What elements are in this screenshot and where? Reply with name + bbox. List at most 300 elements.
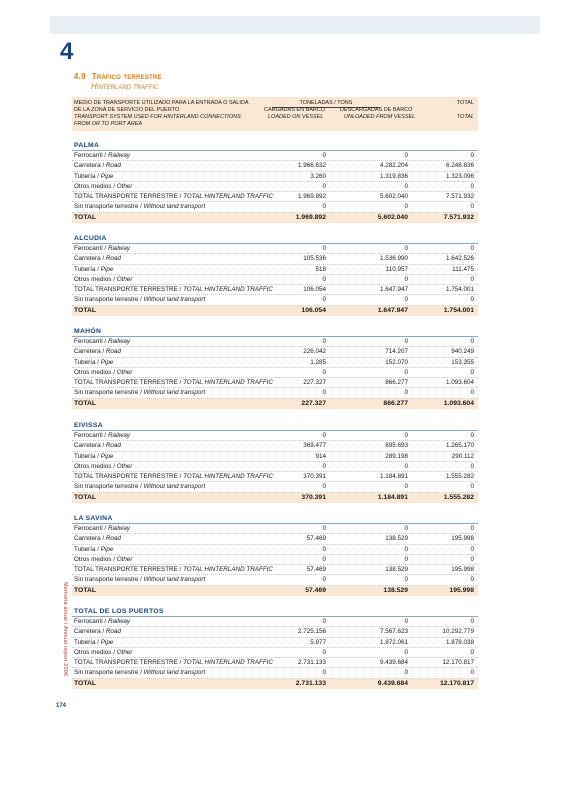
row-label-en: Without land transport <box>143 389 206 397</box>
table-row <box>72 452 478 462</box>
table-row <box>72 265 478 275</box>
row-label-es: Tubería / <box>74 452 99 460</box>
unloaded-cell: 0 <box>404 275 408 283</box>
row-label <box>74 172 113 182</box>
port-block <box>72 606 478 689</box>
col0-en-1: TRANSPORT SYSTEM USED FOR HINTERLAND CONNECTIONS <box>74 114 241 120</box>
row-label-es: Sin transporte terrestre / <box>74 576 142 584</box>
unloaded-cell: 138.529 <box>385 566 408 574</box>
total-row <box>72 213 478 223</box>
unloaded-cell: 895.693 <box>385 442 408 450</box>
total-cell: 1.323.096 <box>445 172 474 180</box>
row-label <box>74 617 130 627</box>
total-cell: 1.093.604 <box>443 399 474 407</box>
loaded-cell: 0 <box>322 368 326 376</box>
row-label <box>74 378 273 388</box>
row-label <box>74 244 130 254</box>
table-row <box>72 617 478 627</box>
row-label-en: Road <box>105 535 121 543</box>
section-subtitle: Hinterland traffic <box>91 82 159 91</box>
unloaded-cell: 0 <box>404 545 408 553</box>
col0-en-2: FROM OR TO PORT AREA <box>74 120 143 127</box>
table-row <box>72 161 478 171</box>
table-row <box>72 192 478 202</box>
port-name: PALMA <box>72 140 478 151</box>
row-label <box>74 462 132 472</box>
loaded-cell: 370.391 <box>303 473 326 481</box>
row-label-es: Carretera / <box>74 442 105 450</box>
port-name: MAHÓN <box>72 326 478 337</box>
row-label: TOTAL <box>74 399 97 407</box>
port-block <box>72 233 478 316</box>
total-cell: 7.571.932 <box>443 213 474 221</box>
loaded-cell: 0 <box>322 483 326 491</box>
row-label <box>74 575 205 585</box>
table-row <box>72 462 478 472</box>
row-label-en: Without land transport <box>143 203 206 211</box>
loaded-cell: 226.042 <box>303 348 326 356</box>
total-cell: 1.555.282 <box>445 473 474 481</box>
port-block <box>72 420 478 503</box>
loaded-cell: 518 <box>315 265 326 273</box>
loaded-cell: 0 <box>322 296 326 304</box>
c1-header-en: LOADED ON VESSEL <box>268 114 324 120</box>
row-label-es: TOTAL TRANSPORTE TERRESTRE / <box>74 473 182 481</box>
table-row <box>72 638 478 648</box>
row-label-es: Tubería / <box>74 172 99 180</box>
total-cell: 1.878.038 <box>445 638 474 646</box>
total-cell: 0 <box>470 669 474 677</box>
total-cell: 0 <box>470 525 474 532</box>
unloaded-cell: 1.319.836 <box>379 172 408 180</box>
table-row <box>72 648 478 658</box>
total-cell: 0 <box>470 483 474 491</box>
row-label-en: Pipe <box>100 545 114 553</box>
unloaded-cell: 0 <box>404 152 408 159</box>
row-label <box>74 388 205 398</box>
total-cell: 0 <box>470 275 474 283</box>
row-label <box>74 202 205 212</box>
row-label-es: Otros medios / <box>74 648 115 656</box>
table-row <box>72 182 478 192</box>
sidebar-text <box>60 582 68 692</box>
row-label-en: TOTAL HINTERLAND TRAFFIC <box>183 473 273 481</box>
row-label-en: Pipe <box>100 358 114 366</box>
row-label-en: Other <box>116 275 133 283</box>
unloaded-cell: 9.439.684 <box>377 679 408 687</box>
row-label-en: Other <box>116 555 133 563</box>
row-label-es: Carretera / <box>74 628 105 636</box>
unloaded-cell: 0 <box>404 576 408 584</box>
sidebar-label: Memoria anual / Annual report 2006 <box>62 582 68 677</box>
total-cell: 0 <box>470 432 474 439</box>
unloaded-cell: 0 <box>404 203 408 211</box>
loaded-cell: 914 <box>315 452 326 460</box>
row-label-es: Sin transporte terrestre / <box>74 483 142 491</box>
row-label-en: Railway <box>107 245 130 252</box>
total-row <box>72 586 478 596</box>
table-row <box>72 285 478 295</box>
row-label-en: TOTAL HINTERLAND TRAFFIC <box>183 566 273 574</box>
col0-es-1: MEDIO DE TRANSPORTE UTILIZADO PARA LA ENTRADA O SALIDA <box>74 100 249 106</box>
table-row <box>72 295 478 305</box>
table-row <box>72 441 478 451</box>
header-band <box>0 0 565 55</box>
unloaded-cell: 866.277 <box>383 399 408 407</box>
unloaded-cell: 5.602.040 <box>379 193 408 201</box>
total-row <box>72 679 478 689</box>
port-block <box>72 513 478 596</box>
unloaded-cell: 4.282.204 <box>379 162 408 170</box>
loaded-cell: 2.725.156 <box>297 628 326 636</box>
port-name: ALCUDIA <box>72 233 478 244</box>
loaded-cell: 0 <box>322 545 326 553</box>
group-header: TONELADAS / TONS <box>272 100 380 108</box>
table-row <box>72 378 478 388</box>
loaded-cell: 106.054 <box>303 286 326 294</box>
row-label-en: Other <box>116 182 133 190</box>
row-label-es: TOTAL TRANSPORTE TERRESTRE / <box>74 659 182 667</box>
loaded-cell: 0 <box>322 203 326 211</box>
table-row <box>72 534 478 544</box>
loaded-cell: 5.977 <box>310 638 326 646</box>
loaded-cell: 0 <box>322 389 326 397</box>
loaded-cell: 370.391 <box>301 493 326 501</box>
c1-header-es: CARGADAS EN BARCO <box>264 107 326 113</box>
loaded-cell: 106.054 <box>301 306 326 314</box>
section-number: 4.9 <box>74 72 86 81</box>
loaded-cell: 0 <box>322 555 326 563</box>
total-cell: 0 <box>470 618 474 625</box>
total-cell: 0 <box>470 545 474 553</box>
row-label-en: Pipe <box>100 638 114 646</box>
unloaded-cell: 1.184.891 <box>377 493 408 501</box>
row-label-en: Road <box>105 442 121 450</box>
row-label-en: Road <box>105 162 121 170</box>
port-name: TOTAL DE LOS PUERTOS <box>72 606 478 617</box>
row-label-es: Ferrocarril / <box>74 152 107 159</box>
total-cell: 0 <box>470 389 474 397</box>
page-number: 174 <box>56 703 67 709</box>
row-label-es: Otros medios / <box>74 275 115 283</box>
table-row <box>72 275 478 285</box>
total-row <box>72 493 478 503</box>
row-label <box>74 161 121 171</box>
row-label-es: Sin transporte terrestre / <box>74 203 142 211</box>
row-label-en: TOTAL HINTERLAND TRAFFIC <box>183 659 273 667</box>
total-cell: 12.170.817 <box>439 679 474 687</box>
row-label-es: Tubería / <box>74 638 99 646</box>
row-label-es: TOTAL TRANSPORTE TERRESTRE / <box>74 193 182 201</box>
unloaded-cell: 714.207 <box>385 348 408 356</box>
row-label-es: Ferrocarril / <box>74 432 107 439</box>
row-label-en: Road <box>105 255 121 263</box>
c2-header-es: DESCARGADAS DE BARCO <box>340 107 413 113</box>
loaded-cell: 0 <box>322 525 326 532</box>
row-label <box>74 555 132 565</box>
total-cell: 0 <box>470 648 474 656</box>
loaded-cell: 57.469 <box>306 566 326 574</box>
table-row <box>72 575 478 585</box>
total-cell: 0 <box>470 338 474 345</box>
row-label-es: Sin transporte terrestre / <box>74 296 142 304</box>
unloaded-cell: 110.957 <box>385 265 408 273</box>
row-label-es: TOTAL TRANSPORTE TERRESTRE / <box>74 379 182 387</box>
table-row <box>72 358 478 368</box>
table-row <box>72 524 478 534</box>
port-name: EIVISSA <box>72 420 478 431</box>
row-label-en: Railway <box>107 525 130 532</box>
table-row <box>72 431 478 441</box>
unloaded-cell: 0 <box>404 555 408 563</box>
row-label <box>74 347 121 357</box>
row-label-es: TOTAL TRANSPORTE TERRESTRE / <box>74 566 182 574</box>
row-label <box>74 638 113 648</box>
loaded-cell: 3.260 <box>310 172 326 180</box>
loaded-cell: 369.477 <box>303 442 326 450</box>
table-row <box>72 555 478 565</box>
loaded-cell: 105.536 <box>303 255 326 263</box>
row-label-es: Carretera / <box>74 348 105 356</box>
c3-header-en: TOTAL <box>456 114 474 120</box>
unloaded-cell: 0 <box>404 618 408 625</box>
row-label-en: Pipe <box>100 265 114 273</box>
row-label-en: Railway <box>107 432 130 439</box>
total-cell: 7.571.932 <box>445 193 474 201</box>
row-label-es: Sin transporte terrestre / <box>74 669 142 677</box>
total-cell: 0 <box>470 368 474 376</box>
row-label-es: Tubería / <box>74 358 99 366</box>
row-label-es: Ferrocarril / <box>74 618 107 625</box>
row-label <box>74 482 205 492</box>
section-heading <box>74 72 162 81</box>
row-label-en: TOTAL HINTERLAND TRAFFIC <box>183 379 273 387</box>
row-label-en: Without land transport <box>143 576 206 584</box>
row-label: TOTAL <box>74 679 97 687</box>
table-row <box>72 472 478 482</box>
port-block <box>72 326 478 409</box>
row-label <box>74 337 130 347</box>
unloaded-cell: 1.184.891 <box>379 473 408 481</box>
total-cell: 1.754.001 <box>445 286 474 294</box>
row-label <box>74 441 121 451</box>
row-label <box>74 182 132 192</box>
row-label <box>74 358 113 368</box>
row-label <box>74 285 273 295</box>
row-label-en: Pipe <box>100 452 114 460</box>
loaded-cell: 0 <box>322 182 326 190</box>
row-label-es: Otros medios / <box>74 462 115 470</box>
c2-header-en: UNLOADED FROM VESSEL <box>344 114 416 120</box>
total-cell: 195.998 <box>449 586 474 594</box>
total-cell: 195.998 <box>451 535 474 543</box>
loaded-cell: 1.969.892 <box>297 193 326 201</box>
table-row <box>72 337 478 347</box>
loaded-cell: 0 <box>322 648 326 656</box>
loaded-cell: 0 <box>322 432 326 439</box>
row-label <box>74 265 113 275</box>
port-block <box>72 140 478 223</box>
row-label-es: Otros medios / <box>74 182 115 190</box>
total-cell: 153.355 <box>451 358 474 366</box>
row-label-es: TOTAL TRANSPORTE TERRESTRE / <box>74 286 182 294</box>
row-label <box>74 275 132 285</box>
row-label <box>74 254 121 264</box>
total-cell: 0 <box>470 576 474 584</box>
loaded-cell: 0 <box>322 152 326 159</box>
row-label <box>74 648 132 658</box>
loaded-cell: 1.969.892 <box>295 213 326 221</box>
table-row <box>72 482 478 492</box>
unloaded-cell: 0 <box>404 525 408 532</box>
table-row <box>72 244 478 254</box>
row-label: TOTAL <box>74 493 97 501</box>
table-row <box>72 202 478 212</box>
section-title: Tráfico terrestre <box>91 72 162 81</box>
row-label <box>74 151 130 161</box>
row-label <box>74 565 273 575</box>
row-label: TOTAL <box>74 213 97 221</box>
row-label-en: Road <box>105 628 121 636</box>
unloaded-cell: 0 <box>404 338 408 345</box>
unloaded-cell: 138.529 <box>383 586 408 594</box>
unloaded-cell: 152.070 <box>385 358 408 366</box>
row-label-en: Pipe <box>100 172 114 180</box>
loaded-cell: 0 <box>322 338 326 345</box>
total-cell: 0 <box>470 245 474 252</box>
unloaded-cell: 1.536.990 <box>379 255 408 263</box>
chapter-box <box>50 34 540 66</box>
row-label <box>74 658 273 668</box>
loaded-cell: 0 <box>322 669 326 677</box>
unloaded-cell: 0 <box>404 669 408 677</box>
row-label <box>74 472 273 482</box>
row-label-es: Carretera / <box>74 255 105 263</box>
unloaded-cell: 138.529 <box>385 535 408 543</box>
unloaded-cell: 0 <box>404 245 408 252</box>
table-row <box>72 627 478 637</box>
unloaded-cell: 0 <box>404 368 408 376</box>
total-cell: 0 <box>470 152 474 159</box>
unloaded-cell: 5.602.040 <box>377 213 408 221</box>
row-label-es: Otros medios / <box>74 368 115 376</box>
loaded-cell: 227.327 <box>303 379 326 387</box>
row-label-en: Without land transport <box>143 483 206 491</box>
total-row <box>72 399 478 409</box>
loaded-cell: 1.285 <box>310 358 326 366</box>
row-label-es: Tubería / <box>74 545 99 553</box>
total-cell: 1.642.526 <box>445 255 474 263</box>
total-cell: 1.754.001 <box>443 306 474 314</box>
row-label <box>74 545 113 555</box>
total-cell: 195.998 <box>451 566 474 574</box>
table-row <box>72 658 478 668</box>
loaded-cell: 0 <box>322 462 326 470</box>
row-label <box>74 452 113 462</box>
row-label <box>74 668 205 678</box>
unloaded-cell: 0 <box>404 389 408 397</box>
table-row <box>72 368 478 378</box>
port-name: LA SAVINA <box>72 513 478 524</box>
row-label-en: Other <box>116 648 133 656</box>
row-label-es: Sin transporte terrestre / <box>74 389 142 397</box>
loaded-cell: 227.327 <box>301 399 326 407</box>
row-label: TOTAL <box>74 586 97 594</box>
chapter-number: 4 <box>60 38 74 65</box>
row-label-en: TOTAL HINTERLAND TRAFFIC <box>183 193 273 201</box>
row-label-es: Tubería / <box>74 265 99 273</box>
row-label-en: Without land transport <box>143 296 206 304</box>
row-label-en: Other <box>116 462 133 470</box>
row-label-es: Carretera / <box>74 535 105 543</box>
total-cell: 6.248.836 <box>445 162 474 170</box>
total-cell: 10.292.779 <box>442 628 474 636</box>
c3-header-es: TOTAL <box>456 100 474 106</box>
table-row <box>72 172 478 182</box>
unloaded-cell: 0 <box>404 296 408 304</box>
total-cell: 940.249 <box>451 348 474 356</box>
total-cell: 290.112 <box>451 452 474 460</box>
loaded-cell: 2.731.133 <box>297 659 326 667</box>
table-row <box>72 254 478 264</box>
loaded-cell: 0 <box>322 576 326 584</box>
total-cell: 1.265.170 <box>445 442 474 450</box>
row-label <box>74 431 130 441</box>
loaded-cell: 0 <box>322 275 326 283</box>
total-cell: 0 <box>470 182 474 190</box>
unloaded-cell: 866.277 <box>385 379 408 387</box>
loaded-cell: 0 <box>322 245 326 252</box>
loaded-cell: 2.731.133 <box>295 679 326 687</box>
total-row <box>72 306 478 316</box>
table-row <box>72 388 478 398</box>
row-label-en: Road <box>105 348 121 356</box>
loaded-cell: 57.469 <box>305 586 326 594</box>
row-label-es: Carretera / <box>74 162 105 170</box>
unloaded-cell: 0 <box>404 648 408 656</box>
unloaded-cell: 0 <box>404 432 408 439</box>
unloaded-cell: 1.872.061 <box>379 638 408 646</box>
row-label-en: TOTAL HINTERLAND TRAFFIC <box>183 286 273 294</box>
row-label <box>74 295 205 305</box>
row-label: TOTAL <box>74 306 97 314</box>
row-label-es: Otros medios / <box>74 555 115 563</box>
unloaded-cell: 1.647.947 <box>379 286 408 294</box>
total-cell: 0 <box>470 462 474 470</box>
table-row <box>72 151 478 161</box>
unloaded-cell: 289.198 <box>385 452 408 460</box>
total-cell: 1.555.282 <box>443 493 474 501</box>
row-label-en: Without land transport <box>143 669 206 677</box>
unloaded-cell: 0 <box>404 483 408 491</box>
row-label-en: Railway <box>107 618 130 625</box>
total-cell: 111.475 <box>452 265 474 273</box>
unloaded-cell: 7.567.623 <box>379 628 408 636</box>
loaded-cell: 57.469 <box>306 535 326 543</box>
total-cell: 12.170.817 <box>442 659 474 667</box>
unloaded-cell: 0 <box>404 462 408 470</box>
total-cell: 0 <box>470 203 474 211</box>
row-label-es: Ferrocarril / <box>74 245 107 252</box>
col0-es-2: DE LA ZONA DE SERVICIO DEL PUERTO <box>74 106 180 113</box>
loaded-cell: 0 <box>322 618 326 625</box>
loaded-cell: 1.966.632 <box>297 162 326 170</box>
total-cell: 0 <box>470 555 474 563</box>
row-label <box>74 524 130 534</box>
table-header <box>72 97 478 131</box>
row-label <box>74 192 273 202</box>
unloaded-cell: 9.439.684 <box>379 659 408 667</box>
